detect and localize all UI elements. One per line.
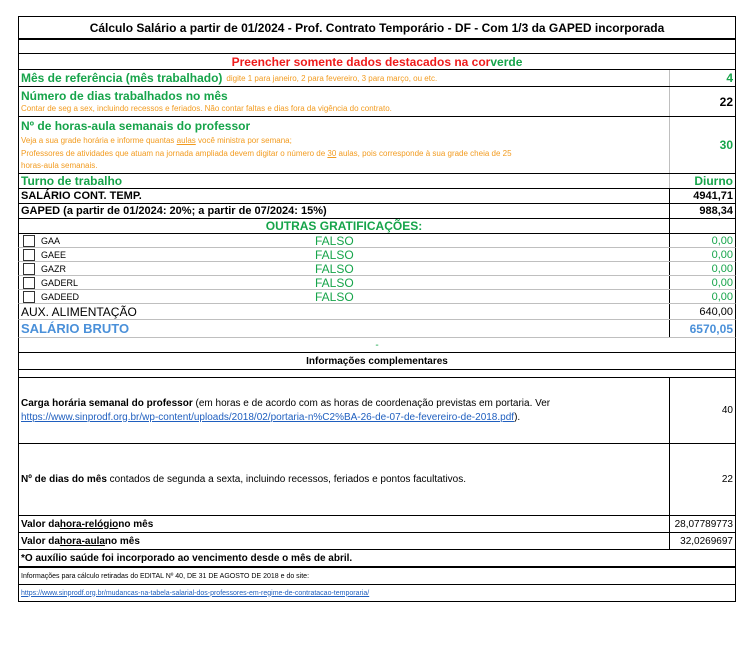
instruction-text: Preencher somente dados destacados na cor verde	[231, 54, 523, 69]
gaee-value: 0,00	[711, 248, 733, 261]
salario-bruto-value: 6570,05	[689, 321, 733, 336]
info-title: Informações complementares	[306, 355, 448, 367]
aux-alimentacao-row	[18, 304, 736, 320]
gaa-label: GAA	[41, 235, 61, 246]
gadeed-value: 0,00	[711, 290, 733, 303]
fonte-row	[18, 568, 736, 585]
outras-header-row	[18, 219, 736, 234]
sinprodf-link[interactable]: https://www.sinprodf.org.br/mudancas-na-tabela-salarial-dos-professores-em-regime-de-contratacao-temporaria/	[21, 589, 370, 597]
auxilio-saude-note: *O auxílio saúde foi incorporado ao vencimento desde o mês de abril.	[21, 552, 353, 564]
hora-aula-row	[18, 533, 736, 550]
gratificacao-row-gaderl	[18, 276, 736, 290]
aux-alimentacao-value: 640,00	[699, 305, 733, 318]
carga-horaria-label: Carga horária semanal do professor (em horas e de acordo com as horas de coordenação previstas em portaria. Ver https://www.sinprodf.org.br/wp-content/uploads/2018/02/portaria-n%C2%BA-26-de-07-de-fevereiro-de-2018.pdf).	[21, 397, 551, 423]
gratificacao-row-gazr	[18, 262, 736, 276]
salario-bruto-row	[18, 320, 736, 338]
gaped-label: GAPED (a partir de 01/2024: 20%; a partir de 07/2024: 15%)	[21, 205, 327, 217]
horas-aula-label: Nº de horas-aula semanais do professor	[21, 119, 251, 133]
portaria-link[interactable]: https://www.sinprodf.org.br/wp-content/uploads/2018/02/portaria-n%C2%BA-26-de-07-de-fevereiro-de-2018.pdf	[21, 411, 515, 423]
salario-label: SALÁRIO CONT. TEMP.	[21, 190, 142, 202]
hora-aula-label: Valor da hora-aula no mês	[21, 535, 140, 547]
gaee-label: GAEE	[41, 249, 67, 260]
turno-label: Turno de trabalho	[21, 174, 123, 188]
fonte-note: Informações para cálculo retiradas do EDITAL Nº 40, DE 31 DE AGOSTO DE 2018 e do site:	[21, 572, 310, 580]
dias-trabalhados-label: Número de dias trabalhados no mês	[21, 89, 228, 103]
gaa-checkbox[interactable]	[23, 235, 35, 247]
salario-bruto-label: SALÁRIO BRUTO	[21, 321, 130, 336]
dias-mes-row	[18, 444, 736, 516]
horas-aula-hint-2: Professores de atividades que atuam na jornada ampliada devem digitar o número de 30 aulas, pois corresponde à sua grade cheia de 25	[21, 149, 512, 158]
hora-relogio-row	[18, 516, 736, 533]
gaderl-checkbox[interactable]	[23, 277, 35, 289]
dash-row	[18, 338, 736, 352]
gaa-status: FALSO	[315, 233, 354, 248]
outras-title: OUTRAS GRATIFICAÇÕES:	[265, 219, 423, 233]
dias-mes-value: 22	[721, 474, 733, 485]
dias-mes-label: Nº de dias do mês contados de segunda a sexta, incluindo recessos, feriados e pontos facultativos.	[21, 474, 467, 485]
aux-alimentacao-label: AUX. ALIMENTAÇÃO	[21, 304, 137, 319]
turno-row[interactable]	[18, 174, 736, 189]
page-title: Cálculo Salário a partir de 01/2024 - Prof. Contrato Temporário - DF - Com 1/3 da GAPED incorporada	[89, 20, 665, 35]
horas-aula-hint-1: Veja a sua grade horária e informe quantas aulas você ministra por semana;	[21, 136, 292, 145]
fonte-link-row	[18, 585, 736, 602]
gratificacao-row-gadeed	[18, 290, 736, 304]
salario-row	[18, 189, 736, 204]
hora-relogio-label: Valor da hora-relógio no mês	[21, 518, 154, 530]
instruction-row	[18, 54, 736, 70]
title-row	[18, 16, 736, 40]
dias-trabalhados-input[interactable]: 22	[719, 94, 733, 109]
gratificacao-row-gaee	[18, 248, 736, 262]
info-spacer-row	[18, 370, 736, 378]
spreadsheet	[18, 16, 736, 602]
dash-mark: -	[375, 339, 379, 351]
horas-aula-hint-3: horas-aula semanais.	[21, 161, 98, 170]
auxilio-saude-row	[18, 550, 736, 568]
mes-referencia-hint: digite 1 para janeiro, 2 para fevereiro, 3 para março, ou etc.	[226, 73, 438, 83]
horas-aula-input[interactable]: 30	[719, 138, 733, 152]
gaderl-label: GADERL	[41, 277, 79, 288]
spacer-row	[18, 40, 736, 54]
mes-referencia-row[interactable]	[18, 70, 736, 87]
gadeed-status: FALSO	[315, 289, 354, 304]
salario-value: 4941,71	[693, 190, 733, 202]
carga-horaria-value: 40	[721, 405, 733, 416]
gaderl-value: 0,00	[711, 276, 733, 289]
turno-select[interactable]: Diurno	[694, 174, 733, 188]
gaped-row	[18, 204, 736, 219]
gadeed-label: GADEED	[41, 291, 80, 302]
gratificacao-row-gaa	[18, 234, 736, 248]
carga-horaria-row	[18, 378, 736, 444]
gaee-checkbox[interactable]	[23, 249, 35, 261]
gazr-checkbox[interactable]	[23, 263, 35, 275]
gazr-value: 0,00	[711, 262, 733, 275]
info-title-row	[18, 352, 736, 370]
gaee-status: FALSO	[315, 247, 354, 262]
gaa-value: 0,00	[711, 234, 733, 247]
instruction-highlight: verde	[490, 54, 523, 69]
dias-trabalhados-row[interactable]	[18, 87, 736, 117]
hora-relogio-value: 28,07789773	[674, 518, 733, 530]
gadeed-checkbox[interactable]	[23, 291, 35, 303]
dias-trabalhados-hint: Contar de seg a sex, incluindo recessos e feriados. Não contar faltas e dias fora da vigência do contrato.	[21, 104, 392, 113]
mes-referencia-input[interactable]: 4	[726, 71, 733, 85]
gaped-value: 988,34	[699, 205, 733, 217]
mes-referencia-label: Mês de referência (mês trabalhado)	[21, 71, 223, 85]
hora-aula-value: 32,0269697	[680, 535, 733, 547]
gaderl-status: FALSO	[315, 275, 354, 290]
horas-aula-row[interactable]	[18, 117, 736, 174]
gazr-status: FALSO	[315, 261, 354, 276]
gazr-label: GAZR	[41, 263, 67, 274]
